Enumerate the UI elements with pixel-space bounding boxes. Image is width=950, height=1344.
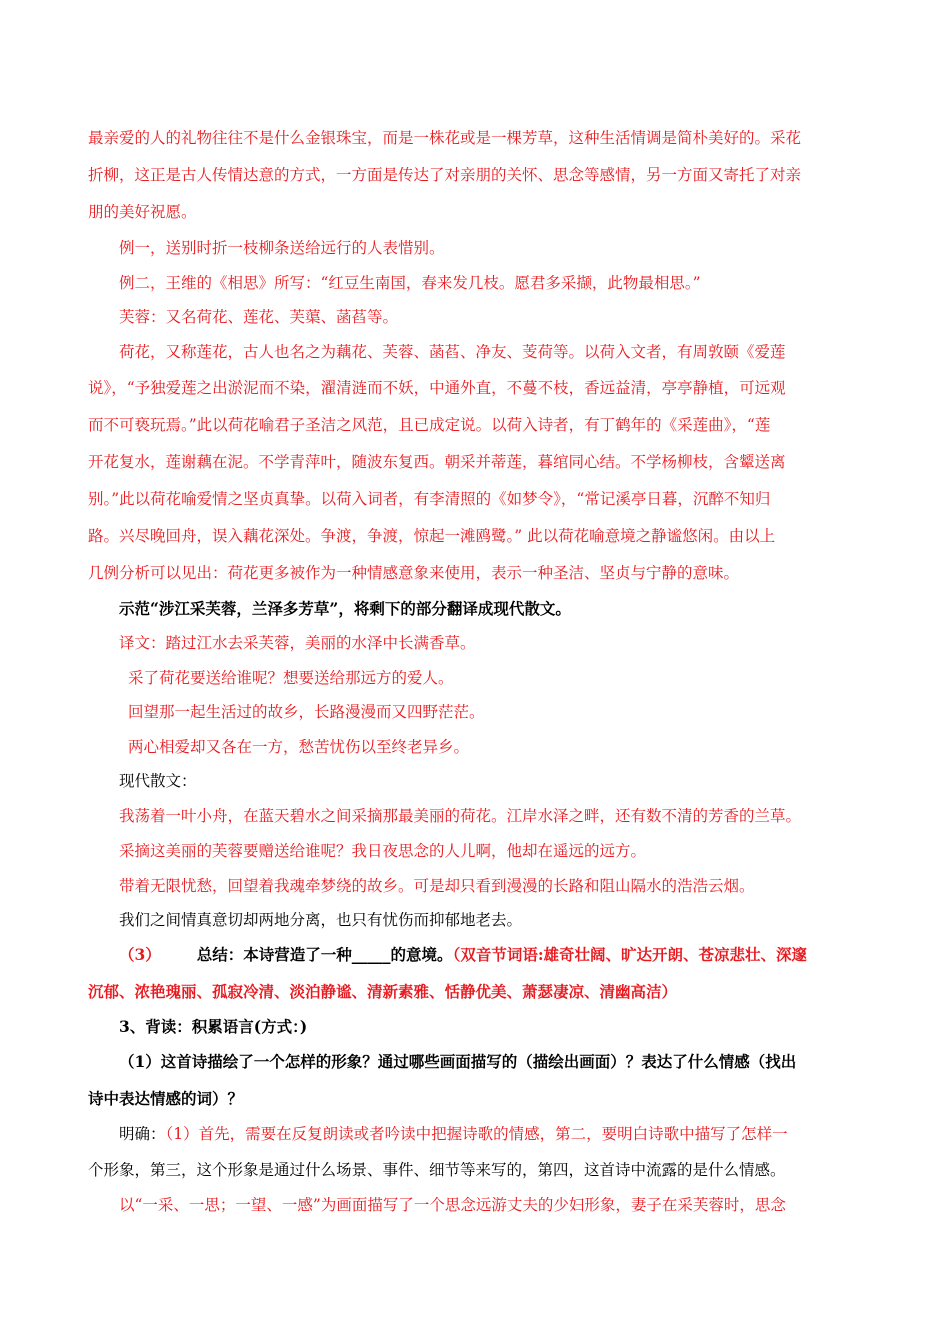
prose-line: 我荡着一叶小舟，在蓝天碧水之间采摘那最美丽的荷花。江岸水泽之畔，还有数不清的芳香的兰草。	[119, 807, 802, 825]
answer-text: （1）首先，需要在反复朗读或者吟读中把握诗歌的情感，第二，要明白诗歌中描写了怎样一	[165, 1125, 788, 1143]
prose-line: 带着无限忧愁，回望着我魂牵梦绕的故乡。可是却只看到漫漫的长路和阻山隔水的浩浩云烟。	[119, 877, 755, 895]
example-one: 例一，送别时折一枝柳条送给远行的人表惜别。	[119, 239, 445, 257]
lotus-paragraph-line: 路。兴尽晚回舟，误入藕花深处。争渡，争渡，惊起一滩鸥鹭。” 此以荷花喻意境之静谧悠闲。由以上	[88, 527, 776, 545]
answer-line	[119, 1124, 869, 1144]
paragraph-line: 折柳，这正是古人传情达意的方式，一方面是传达了对亲朋的关怀、思念等感情，另一方面又寄托了对亲	[88, 166, 802, 184]
question-one-line: （1）这首诗描绘了一个怎样的形象？通过哪些画面描写的（描绘出画面）？表达了什么情感（找出	[119, 1052, 797, 1071]
prose-line: 采摘这美丽的芙蓉要赠送给谁呢？我日夜思念的人儿啊，他却在遥远的远方。	[119, 842, 647, 860]
modern-prose-label: 现代散文：	[119, 772, 197, 790]
summary-number: （3）	[119, 945, 161, 964]
recite-heading: 3、背读：积累语言(方式：)	[119, 1017, 308, 1036]
lotus-paragraph-line: 开花复水，莲谢藕在泥。不学青萍叶，随波东复西。朝采并蒂莲，暮绾同心结。不学杨柳枝，含颦送离	[88, 453, 786, 471]
question-one-line: 诗中表达情感的词）？	[88, 1089, 244, 1108]
translation-line: 回望那一起生活过的故乡，长路漫漫而又四野茫茫。	[128, 703, 485, 721]
answer-line: 个形象，第三，这个形象是通过什么场景、事件、细节等来写的，第四，这首诗中流露的是什么情感。	[88, 1161, 786, 1179]
translation-line: 译文：踏过江水去采芙蓉，美丽的水泽中长满香草。	[119, 634, 476, 652]
paragraph-line: 朋的美好祝愿。	[88, 203, 197, 221]
lotus-paragraph-line: 说》，“予独爱莲之出淤泥而不染，濯清涟而不妖，中通外直，不蔓不枝，香远益清，亭亭静植，可远观	[88, 379, 786, 397]
lotus-paragraph-line: 而不可亵玩焉。”此以荷花喻君子圣洁之风范，且已成定说。以荷入诗者，有丁鹤年的《采莲曲》，“莲	[88, 416, 771, 434]
lotus-paragraph-line: 几例分析可以见出：荷花更多被作为一种情感意象来使用，表示一种圣洁、坚贞与宁静的意味。	[88, 564, 740, 582]
furong-definition: 芙蓉：又名荷花、莲花、芙蕖、菡萏等。	[119, 308, 399, 326]
lotus-paragraph-line: 荷花，又称莲花，古人也名之为藕花、芙蓉、菡萏、净友、芰荷等。以荷入文者，有周敦颐《爱莲	[119, 343, 786, 361]
paragraph-line: 最亲爱的人的礼物往往不是什么金银珠宝，而是一株花或是一棵芳草，这种生活情调是简朴美好的。采花	[88, 129, 802, 147]
summary-word-list-continued: 沉郁、浓艳瑰丽、孤寂冷清、淡泊静谧、清新素雅、恬静优美、萧瑟凄凉、清幽高洁）	[88, 982, 678, 1001]
demo-heading: 示范“涉江采芙蓉，兰泽多芳草”，将剩下的部分翻译成现代散文。	[119, 599, 571, 618]
answer-label: 明确：	[119, 1125, 166, 1143]
lotus-paragraph-line: 别。”此以荷花喻爱情之坚贞真挚。以荷入词者，有李清照的《如梦令》，“常记溪亭日暮，沉醉不知归	[88, 490, 771, 508]
example-two: 例二，王维的《相思》所写：“红豆生南国，春来发几枝。愿君多采撷，此物最相思。”	[119, 274, 701, 292]
summary-text: 总结：本诗营造了一种_____的意境。	[196, 945, 453, 964]
summary-word-list: （双音节词语:雄奇壮阔、旷达开朗、苍凉悲壮、深邃	[452, 945, 808, 964]
answer-line: 以“一采、一思；一望、一感”为画面描写了一个思念远游丈夫的少妇形象，妻子在采芙蓉时，思念	[119, 1196, 786, 1214]
translation-line: 采了荷花要送给谁呢？想要送给那远方的爱人。	[128, 669, 454, 687]
translation-line: 两心相爱却又各在一方，愁苦忧伤以至终老异乡。	[128, 738, 470, 756]
prose-line: 我们之间情真意切却两地分离，也只有忧伤而抑郁地老去。	[119, 911, 523, 929]
summary-line	[119, 945, 869, 965]
